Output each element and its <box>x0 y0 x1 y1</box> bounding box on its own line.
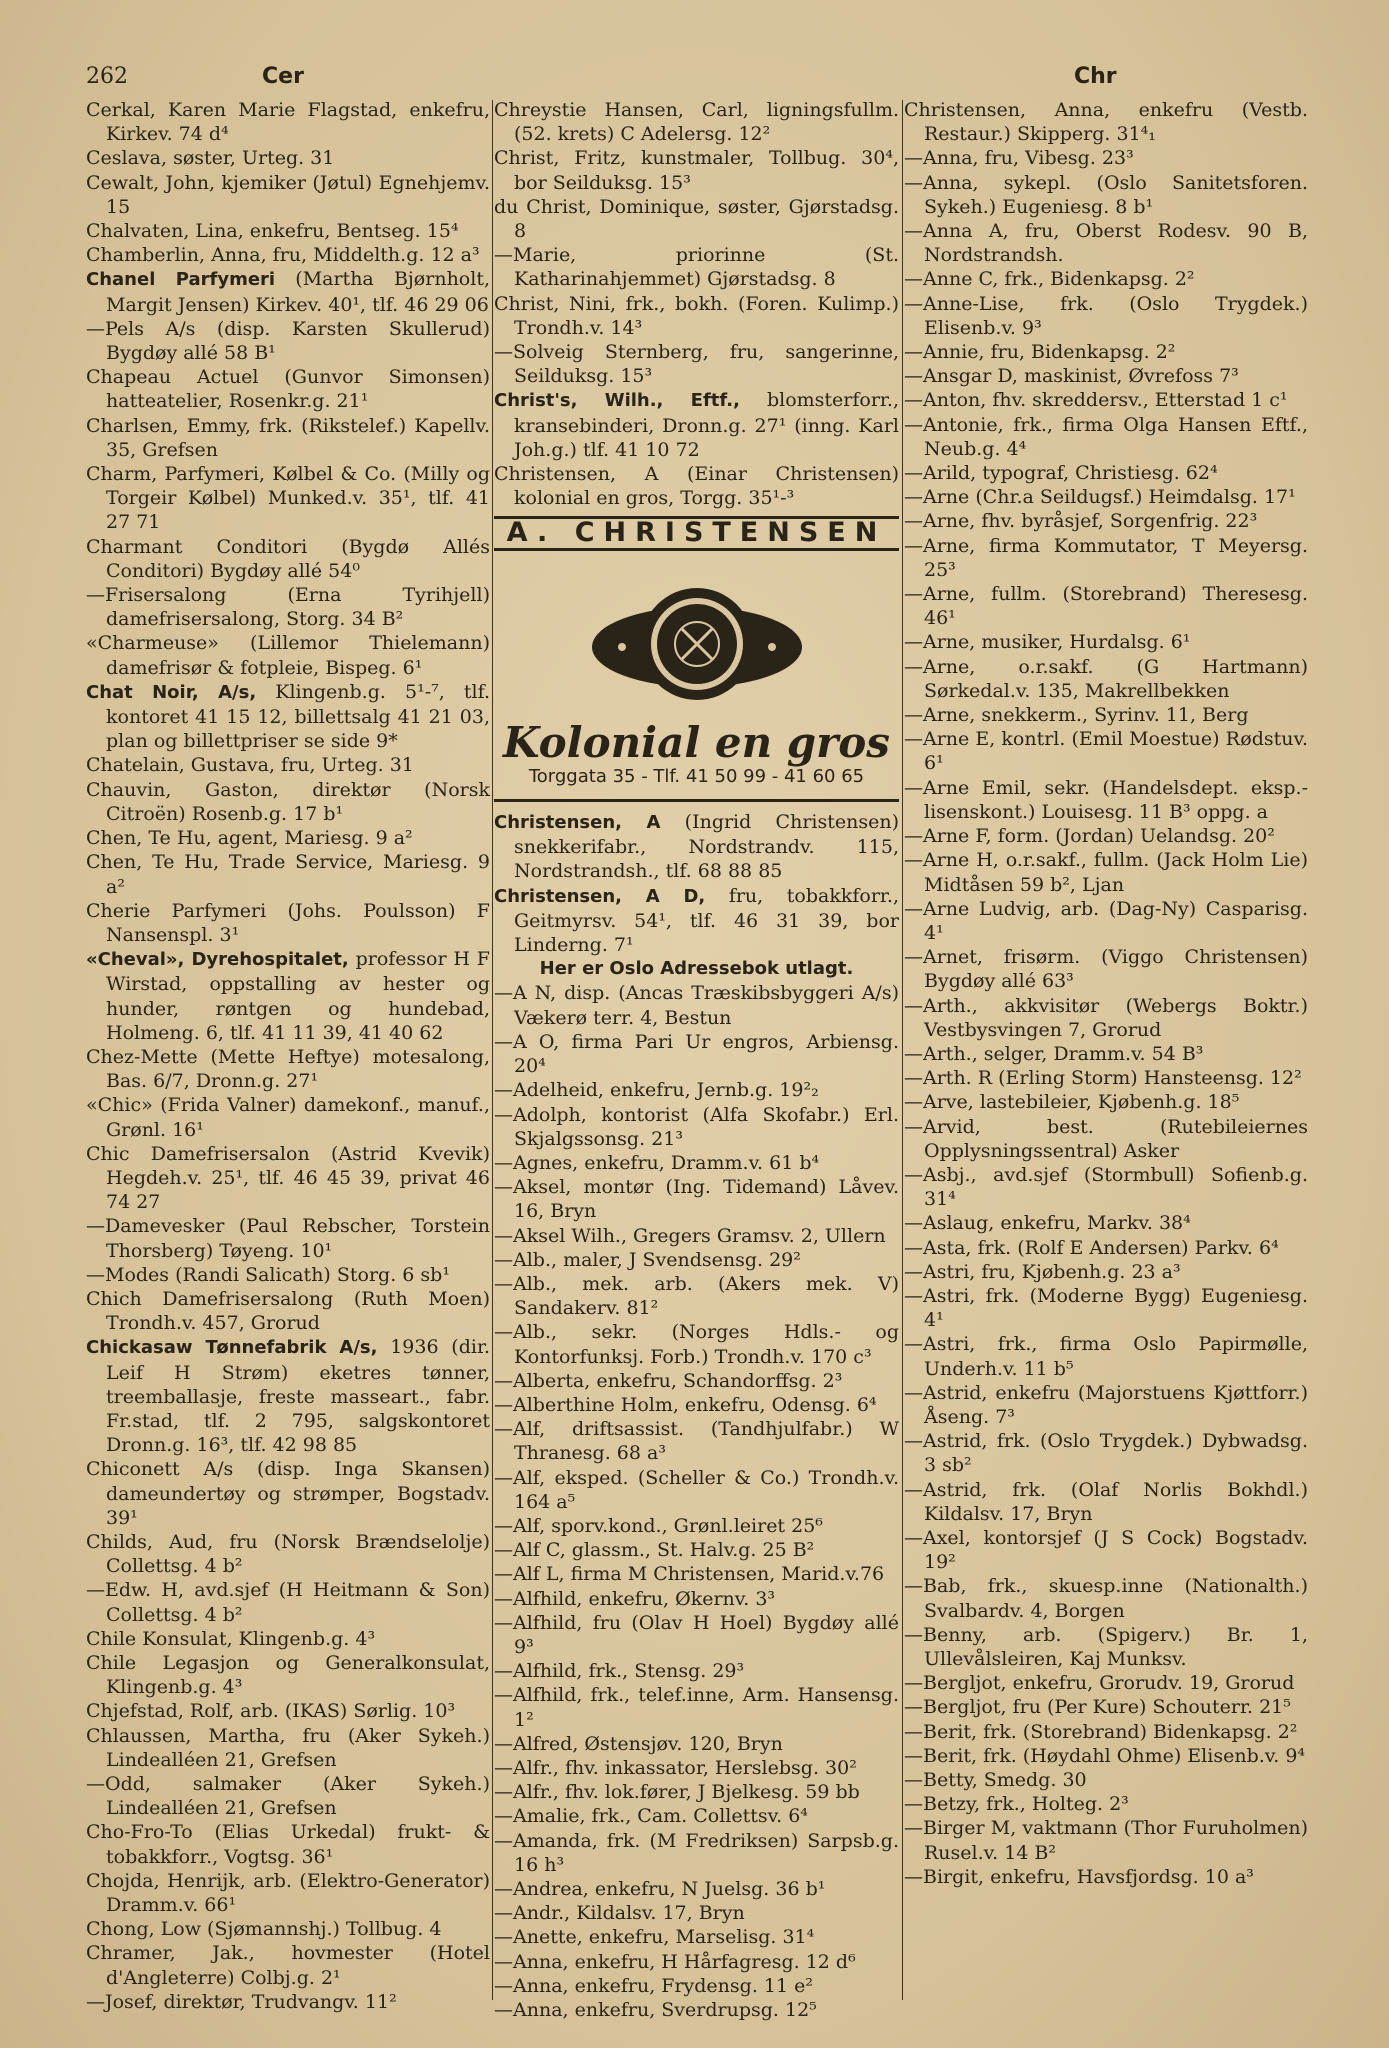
entry-text: —Arne H, o.r.sakf., fullm. (Jack Holm Lie) Midtåsen 59 b², Ljan <box>904 849 1308 896</box>
directory-entry <box>86 753 490 777</box>
entry-text: Chiconett A/s (disp. Inga Skansen) dameundertøy og strømper, Bogstadv. 39¹ <box>86 1458 490 1529</box>
directory-entry <box>86 1917 490 1941</box>
directory-entry <box>494 98 899 146</box>
directory-entry <box>494 1683 899 1731</box>
entry-text: —Arne, fullm. (Storebrand) Theresesg. 46¹ <box>904 583 1308 630</box>
entry-text: —Arnet, frisørm. (Viggo Christensen) Bygdøy allé 63³ <box>904 946 1308 993</box>
entry-text: —Arth., selger, Dramm.v. 54 B³ <box>904 1042 1204 1065</box>
directory-entry <box>904 703 1308 727</box>
directory-entry <box>494 1417 899 1465</box>
directory-entry <box>494 1466 899 1514</box>
directory-notice: Her er Oslo Adressebok utlagt. <box>539 958 854 980</box>
entry-text: —Alfr., fhv. lok.fører, J Bjelkesg. 59 bb <box>494 1781 860 1804</box>
directory-entry <box>86 1457 490 1530</box>
directory-entry <box>904 1042 1308 1066</box>
directory-entry <box>904 1090 1308 1114</box>
entry-text: —Alb., mek. arb. (Akers mek. V) Sandakerv. 81² <box>494 1272 899 1320</box>
entry-text: —Benny, arb. (Spigerv.) Br. 1, Ullevålsleiren, Kaj Munksv. <box>904 1623 1308 1670</box>
directory-entry <box>904 1429 1308 1477</box>
entry-text: professor H F Wirstad, oppstalling av hester og hunder, røntgen og hundebad, Holmeng. 6, tlf. 41 11 39, 41 40 62 <box>106 948 490 1044</box>
directory-entry <box>904 776 1308 824</box>
entry-text: fru, tobakkforr., Geitmyrsv. 54¹, tlf. 46 31 39, bor Linderng. 7¹ <box>514 884 899 957</box>
directory-entry <box>494 1514 899 1538</box>
entry-text: —Alfhild, frk., telef.inne, Arm. Hansensg. 1² <box>494 1684 899 1731</box>
entry-text: «Chic» (Frida Valner) damekonf., manuf., Grønl. 16¹ <box>86 1094 490 1141</box>
directory-entry <box>904 485 1308 509</box>
directory-entry <box>494 1877 899 1901</box>
directory-entry <box>86 1578 490 1626</box>
directory-entry <box>86 1045 490 1093</box>
entry-text: Cherie Parfymeri (Johs. Poulsson) F Nansenspl. 3¹ <box>86 899 490 946</box>
directory-entry <box>86 947 490 1045</box>
entry-text: Chramer, Jak., hovmester (Hotel d'Angleterre) Colbj.g. 2¹ <box>86 1942 490 1989</box>
entry-text: —Damevesker (Paul Rebscher, Torstein Thorsberg) Tøyeng. 10¹ <box>86 1215 490 1262</box>
page-number: 262 <box>86 64 128 89</box>
entry-text: Cho-Fro-To (Elias Urkedal) frukt- & tobakkforr., Vogtsg. 36¹ <box>86 1821 490 1868</box>
christensen-seal-emblem <box>582 569 812 719</box>
entry-text: —Astri, fru, Kjøbenh.g. 23 a³ <box>904 1260 1181 1283</box>
entry-text: —Bergljot, fru (Per Kure) Schouterr. 21⁵ <box>904 1696 1291 1719</box>
entry-text: —Arth., akkvisitør (Webergs Boktr.) Vestbysvingen 7, Grorud <box>904 994 1308 1041</box>
directory-entry <box>494 1393 899 1417</box>
entry-text: —Edw. H, avd.sjef (H Heitmann & Son) Collettsg. 4 b² <box>86 1579 490 1626</box>
entry-text: —Alfred, Østensjøv. 120, Bryn <box>494 1732 783 1755</box>
directory-entry <box>904 848 1308 896</box>
entry-text: Chen, Te Hu, agent, Mariesg. 9 a² <box>86 827 413 850</box>
entry-text: —Arne F, form. (Jordan) Uelandsg. 20² <box>904 825 1275 848</box>
entry-text: —Berit, frk. (Storebrand) Bidenkapsg. 2² <box>904 1720 1298 1743</box>
entry-text: Chjefstad, Rolf, arb. (IKAS) Sørlig. 10³ <box>86 1700 456 1723</box>
directory-entry <box>904 461 1308 485</box>
directory-entry <box>494 1950 899 1974</box>
entry-text: «Charmeuse» (Lillemor Thielemann) damefrisør & fotpleie, Bispeg. 6¹ <box>86 632 490 679</box>
directory-entry <box>86 219 490 243</box>
directory-entry <box>904 1671 1308 1695</box>
entry-text: Chile Legasjon og Generalkonsulat, Klingenb.g. 4³ <box>86 1652 490 1699</box>
directory-entry <box>494 1829 899 1877</box>
entry-text: blomsterforr., kransebinderi, Dronn.g. 27¹ (inng. Karl Joh.g.) tlf. 41 10 72 <box>514 389 899 461</box>
directory-entry <box>904 292 1308 340</box>
directory-entry <box>904 1236 1308 1260</box>
directory-entry <box>86 680 490 754</box>
entry-text: —Arve, lastebileier, Kjøbenh.g. 18⁵ <box>904 1091 1240 1114</box>
entry-text: 1936 (dir. Leif H Strøm) eketres tønner, treemballasje, freste masseart., fabr. Fr.stad, tlf. 2 795, salgskontoret Dronn.g. 16³, tlf. 42 98 85 <box>106 1336 490 1457</box>
directory-entry <box>86 1699 490 1723</box>
directory-entry <box>86 1651 490 1699</box>
ad-title: A. CHRISTENSEN <box>494 516 899 550</box>
entry-text: —Birgit, enkefru, Havsfjordsg. 10 a³ <box>904 1865 1254 1888</box>
directory-entry <box>494 1538 899 1562</box>
entry-bold-name: Christensen, A <box>494 812 661 834</box>
entry-text: —Arth. R (Erling Storm) Hansteensg. 12² <box>904 1067 1302 1090</box>
directory-entry <box>494 462 899 510</box>
directory-entry <box>86 850 490 898</box>
directory-entry <box>904 413 1308 461</box>
entry-text: Chic Damefrisersalon (Astrid Kvevik) Hegdeh.v. 25¹, tlf. 46 45 39, privat 46 74 27 <box>86 1142 490 1214</box>
entry-text: —Asbj., avd.sjef (Stormbull) Sofienb.g. 31⁴ <box>904 1163 1308 1211</box>
directory-entry <box>494 1659 899 1683</box>
directory-entry <box>904 219 1308 267</box>
entry-text: —Arne, snekkerm., Syrinv. 11, Berg <box>904 704 1249 727</box>
directory-entry <box>904 1284 1308 1332</box>
entry-text: —Adolph, kontorist (Alfa Skofabr.) Erl. Skjalgssonsg. 21³ <box>494 1103 899 1150</box>
left-guide-word: Cer <box>262 64 304 89</box>
entry-text: Cewalt, John, kjemiker (Jøtul) Egnehjemv. 15 <box>86 171 490 218</box>
directory-entry <box>904 534 1308 582</box>
directory-entry <box>904 509 1308 533</box>
entry-text: —Arne, musiker, Hurdalsg. 6¹ <box>904 631 1191 654</box>
entry-text: —Anna, sykepl. (Oslo Sanitetsforen. Sykeh.) Eugeniesg. 8 b¹ <box>904 171 1308 218</box>
entry-text: —Agnes, enkefru, Dramm.v. 61 b⁴ <box>494 1151 820 1174</box>
directory-entry <box>86 1772 490 1820</box>
directory-entry <box>494 1175 899 1223</box>
entry-text: —Josef, direktør, Trudvangv. 11² <box>86 1990 397 2013</box>
entry-text: —Anne C, frk., Bidenkapsg. 2² <box>904 268 1195 291</box>
entry-text: —Anette, enkefru, Marselisg. 31⁴ <box>494 1926 815 1949</box>
entry-text: —Alb., sekr. (Norges Hdls.- og Kontorfunksj. Forb.) Trondh.v. 170 c³ <box>494 1321 899 1368</box>
entry-text: —Bab, frk., skuesp.inne (Nationalth.) Svalbardv. 4, Borgen <box>904 1575 1308 1622</box>
column-divider <box>902 100 903 2000</box>
directory-entry <box>86 267 490 316</box>
directory-entry <box>494 1780 899 1804</box>
directory-entry <box>904 1115 1308 1163</box>
directory-entry <box>904 1478 1308 1526</box>
directory-entry <box>494 195 899 243</box>
entry-text: —Anton, fhv. skreddersv., Etterstad 1 c¹ <box>904 389 1288 412</box>
directory-entry <box>904 1792 1308 1816</box>
entry-text: —Berit, frk. (Høydahl Ohme) Elisenb.v. 9⁴ <box>904 1744 1306 1767</box>
entry-text: (Ingrid Christensen) snekkerifabr., Nordstrandv. 115, Nordstrandsh., tlf. 68 88 85 <box>514 811 899 883</box>
directory-entry <box>904 1744 1308 1768</box>
directory-entry <box>904 994 1308 1042</box>
entry-text: —Alb., maler, J Svendsensg. 29² <box>494 1248 801 1271</box>
entry-text: —Alfr., fhv. inkassator, Herslebsg. 30² <box>494 1756 857 1779</box>
directory-entry <box>86 462 490 535</box>
entry-text: —Birger M, vaktmann (Thor Furuholmen) Rusel.v. 14 B² <box>904 1817 1308 1864</box>
entry-text: —Astrid, frk. (Oslo Trygdek.) Dybwadsg. 3 sb² <box>904 1430 1308 1477</box>
entry-text: Chauvin, Gaston, direktør (Norsk Citroën) Rosenb.g. 17 b¹ <box>86 778 490 825</box>
directory-entry <box>494 243 899 291</box>
entry-text: —Aslaug, enkefru, Markv. 38⁴ <box>904 1212 1191 1235</box>
directory-entry <box>904 727 1308 775</box>
entry-text: Cerkal, Karen Marie Flagstad, enkefru, Kirkev. 74 d⁴ <box>86 99 490 146</box>
entry-bold-name: Chickasaw Tønnefabrik A/s, <box>86 1337 378 1359</box>
directory-entry <box>904 1066 1308 1090</box>
entry-bold-name: «Cheval», Dyrehospitalet, <box>86 949 349 971</box>
entry-text: Chalvaten, Lina, enkefru, Bentseg. 15⁴ <box>86 220 459 243</box>
entry-text: —Arne, o.r.sakf. (G Hartmann) Sørkedal.v. 135, Makrellbekken <box>904 655 1308 702</box>
entry-text: —Astrid, frk. (Olaf Norlis Bokhdl.) Kildalsv. 17, Bryn <box>904 1478 1308 1525</box>
entry-text: —Arvid, best. (Rutebileiernes Opplysningssentral) Asker <box>904 1115 1308 1162</box>
directory-entry <box>904 1574 1308 1622</box>
entry-text: —Alf, sporv.kond., Grønl.leiret 25⁶ <box>494 1514 823 1537</box>
ad-contact-line: Torggata 35 - Tlf. 41 50 99 - 41 60 65 <box>528 765 865 787</box>
entry-text: —Arne E, kontrl. (Emil Moestue) Rødstuv. 6¹ <box>904 728 1308 775</box>
ad-script-text: Kolonial en gros <box>503 717 890 767</box>
column-2 <box>494 98 899 2022</box>
entry-text: —Alf C, glassm., St. Halv.g. 25 B² <box>494 1539 815 1562</box>
entry-text: —Adelheid, enkefru, Jernb.g. 19²₂ <box>494 1079 819 1102</box>
christensen-advertisement <box>494 516 899 802</box>
directory-entry <box>494 1804 899 1828</box>
entry-text: —Aksel Wilh., Gregers Gramsv. 2, Ullern <box>494 1224 886 1247</box>
directory-entry <box>494 1587 899 1611</box>
directory-entry <box>86 631 490 679</box>
directory-entry <box>494 981 899 1029</box>
directory-entry <box>86 1990 490 2014</box>
directory-entry <box>904 945 1308 993</box>
directory-entry <box>86 1263 490 1287</box>
directory-entry <box>494 1248 899 1272</box>
directory-entry <box>86 1627 490 1651</box>
entry-text: —Alf, driftsassist. (Tandhjulfabr.) W Thranesg. 68 a³ <box>494 1418 899 1465</box>
directory-entry <box>494 1925 899 1949</box>
entry-text: —Astri, frk., firma Oslo Papirmølle, Underh.v. 11 b⁵ <box>904 1333 1308 1380</box>
entry-text: —Alberta, enkefru, Schandorffsg. 2³ <box>494 1369 843 1392</box>
directory-entry <box>494 292 899 340</box>
entry-text: (Martha Bjørnholt, Margit Jensen) Kirkev. 40¹, tlf. 46 29 06 <box>106 268 490 316</box>
entry-text: —Anna, enkefru, Frydensg. 11 e² <box>494 1974 813 1997</box>
entry-text: —Aksel, montør (Ing. Tidemand) Låvev. 16, Bryn <box>494 1176 899 1223</box>
column-3 <box>904 98 1308 1889</box>
entry-text: Chile Konsulat, Klingenb.g. 4³ <box>86 1627 376 1650</box>
entry-text: —Anna, fru, Vibesg. 23³ <box>904 147 1134 170</box>
entry-text: Charlsen, Emmy, frk. (Rikstelef.) Kapellv. 35, Grefsen <box>86 414 490 461</box>
directory-entry <box>86 365 490 413</box>
directory-entry <box>494 1224 899 1248</box>
column-1 <box>86 98 490 2014</box>
directory-entry <box>86 243 490 267</box>
directory-entry <box>904 1260 1308 1284</box>
directory-entry <box>86 899 490 947</box>
directory-entry <box>904 1211 1308 1235</box>
entry-text: —Alfhild, frk., Stensg. 29³ <box>494 1660 745 1683</box>
entry-text: Chlaussen, Martha, fru (Aker Sykeh.) Lindealléen 21, Grefsen <box>86 1724 490 1771</box>
entry-text: —Alf, eksped. (Scheller & Co.) Trondh.v. 164 a⁵ <box>494 1466 899 1513</box>
directory-entry <box>904 388 1308 412</box>
entry-text: Klingenb.g. 5¹-⁷, tlf. kontoret 41 15 12, billettsalg 41 21 03, plan og billettpriser se side 9* <box>106 680 490 753</box>
directory-entry <box>86 1335 490 1457</box>
directory-entry <box>904 364 1308 388</box>
directory-entry <box>86 1530 490 1578</box>
ad-bottom-rule <box>494 799 899 802</box>
entry-text: Christensen, A (Einar Christensen) kolonial en gros, Torgg. 35¹-³ <box>494 463 899 510</box>
entry-text: —Andrea, enkefru, N Juelsg. 36 b¹ <box>494 1878 826 1900</box>
entry-text: —Arne, firma Kommutator, T Meyersg. 25³ <box>904 534 1308 581</box>
directory-entry <box>904 171 1308 219</box>
directory-entry <box>904 340 1308 364</box>
right-guide-word: Chr <box>1074 64 1117 89</box>
entry-text: —Alberthine Holm, enkefru, Odensg. 6⁴ <box>494 1393 877 1416</box>
entry-text: —Anna, enkefru, H Hårfagresg. 12 d⁶ <box>494 1950 856 1973</box>
directory-entry <box>904 655 1308 703</box>
entry-text: Chatelain, Gustava, fru, Urteg. 31 <box>86 754 414 777</box>
entry-text: Chong, Low (Sjømannshj.) Tollbug. 4 <box>86 1918 442 1941</box>
directory-entry <box>904 1768 1308 1792</box>
directory-entry <box>904 582 1308 630</box>
directory-entry <box>494 1030 899 1078</box>
entry-text: Childs, Aud, fru (Norsk Brændselolje) Collettsg. 4 b² <box>86 1530 490 1578</box>
directory-entry <box>86 1820 490 1868</box>
directory-entry <box>904 1332 1308 1380</box>
page-header <box>0 64 1389 98</box>
entry-text: —A O, firma Pari Ur engros, Arbiensg. 20⁴ <box>494 1030 899 1078</box>
entry-text: —Arne (Chr.a Seildugsf.) Heimdalsg. 17¹ <box>904 486 1296 509</box>
entry-text: —Ansgar D, maskinist, Øvrefoss 7³ <box>904 365 1239 388</box>
directory-entry <box>904 1816 1308 1864</box>
entry-text: —A N, disp. (Ancas Træskibsbyggeri A/s) Vækerø terr. 4, Bestun <box>494 982 899 1029</box>
column-divider <box>492 100 493 2000</box>
directory-entry <box>86 778 490 826</box>
directory-entry <box>494 340 899 388</box>
entry-bold-name: Chanel Parfymeri <box>86 269 276 291</box>
directory-entry <box>904 1623 1308 1671</box>
entry-text: —Betty, Smedg. 30 <box>904 1769 1087 1792</box>
directory-entry <box>86 171 490 219</box>
directory-entry <box>494 1151 899 1175</box>
directory-entry <box>494 1369 899 1393</box>
directory-entry <box>494 146 899 194</box>
entry-text: Christensen, Anna, enkefru (Vestb. Restaur.) Skipperg. 31⁴₁ <box>904 99 1308 146</box>
directory-entry <box>86 317 490 365</box>
entry-text: —Pels A/s (disp. Karsten Skullerud) Bygdøy allé 58 B¹ <box>86 317 490 365</box>
directory-entry <box>904 1720 1308 1744</box>
directory-entry <box>86 1093 490 1141</box>
entry-bold-name: Christensen, A D, <box>494 885 706 907</box>
entry-text: Chich Damefrisersalong (Ruth Moen) Trondh.v. 457, Grorud <box>86 1287 490 1335</box>
directory-entry <box>494 1732 899 1756</box>
entry-text: Chamberlin, Anna, fru, Middelth.g. 12 a³ <box>86 244 480 267</box>
entry-text: —Arild, typograf, Christiesg. 62⁴ <box>904 462 1218 485</box>
directory-entry <box>86 1287 490 1335</box>
directory-entry <box>494 810 899 884</box>
entry-text: Charmant Conditori (Bygdø Allés Conditori) Bygdøy allé 54⁰ <box>86 535 490 582</box>
entry-text: —Axel, kontorsjef (J S Cock) Bogstadv. 19² <box>904 1526 1308 1574</box>
directory-entry <box>904 1865 1308 1889</box>
entry-text: —Asta, frk. (Rolf E Andersen) Parkv. 6⁴ <box>904 1236 1279 1259</box>
entry-text: Christ, Nini, frk., bokh. (Foren. Kulimp.) Trondh.v. 14³ <box>494 292 899 339</box>
directory-entry <box>904 824 1308 848</box>
entry-text: Christ, Fritz, kunstmaler, Tollbug. 30⁴, bor Seilduksg. 15³ <box>494 147 899 194</box>
entry-text: —Amanda, frk. (M Fredriksen) Sarpsb.g. 16 h³ <box>494 1829 899 1876</box>
directory-entry <box>86 146 490 170</box>
directory-entry <box>904 98 1308 146</box>
entry-text: Chapeau Actuel (Gunvor Simonsen) hatteatelier, Rosenkr.g. 21¹ <box>86 366 490 413</box>
entry-bold-name: Chat Noir, A/s, <box>86 681 257 703</box>
directory-entry <box>494 1974 899 1998</box>
directory-entry <box>904 1163 1308 1211</box>
directory-entry <box>904 1381 1308 1429</box>
entry-text: —Alf L, firma M Christensen, Marid.v.76 <box>494 1563 885 1586</box>
entry-text: —Frisersalong (Erna Tyrihjell) damefrisersalong, Storg. 34 B² <box>86 584 490 631</box>
entry-text: Chez-Mette (Mette Heftye) motesalong, Bas. 6/7, Dronn.g. 27¹ <box>86 1045 490 1093</box>
entry-text: —Alfhild, enkefru, Økernv. 3³ <box>494 1587 776 1610</box>
entry-text: —Astrid, enkefru (Majorstuens Kjøttforr.) Åseng. 7³ <box>904 1381 1308 1428</box>
entry-text: Chreystie Hansen, Carl, ligningsfullm. (52. krets) C Adelersg. 12² <box>494 99 899 146</box>
directory-entry <box>86 1869 490 1917</box>
directory-entry <box>86 583 490 631</box>
directory-entry <box>904 267 1308 291</box>
entry-text: du Christ, Dominique, søster, Gjørstadsg. 8 <box>494 195 899 243</box>
directory-entry <box>904 146 1308 170</box>
entry-text: —Bergljot, enkefru, Grorudv. 19, Grorud <box>904 1672 1295 1695</box>
entry-text: —Arne Ludvig, arb. (Dag-Ny) Casparisg. 4¹ <box>904 897 1308 944</box>
entry-text: —Amalie, frk., Cam. Collettsv. 6⁴ <box>494 1805 808 1828</box>
entry-text: —Annie, fru, Bidenkapsg. 2² <box>904 341 1176 364</box>
entry-text: —Anna A, fru, Oberst Rodesv. 90 B, Nordstrandsh. <box>904 220 1308 267</box>
entry-text: Charm, Parfymeri, Kølbel & Co. (Milly og Torgeir Kølbel) Munked.v. 35¹, tlf. 41 27 71 <box>86 463 490 534</box>
entry-text: —Anna, enkefru, Sverdrupsg. 12⁵ <box>494 1999 817 2022</box>
directory-entry <box>494 1272 899 1320</box>
entry-text: —Odd, salmaker (Aker Sykeh.) Lindealléen 21, Grefsen <box>86 1773 490 1820</box>
entry-text: Chojda, Henrijk, arb. (Elektro-Generator) Dramm.v. 66¹ <box>86 1869 490 1917</box>
directory-entry <box>494 1998 899 2022</box>
entry-text: —Alfhild, fru (Olav H Hoel) Bygdøy allé 9³ <box>494 1611 899 1658</box>
directory-entry <box>494 388 899 462</box>
directory-entry <box>86 535 490 583</box>
entry-text: —Antonie, frk., firma Olga Hansen Eftf., Neub.g. 4⁴ <box>904 413 1308 460</box>
entry-text: —Anne-Lise, frk. (Oslo Trygdek.) Elisenb.v. 9³ <box>904 292 1308 339</box>
directory-entry <box>494 1611 899 1659</box>
entry-text: —Betzy, frk., Holteg. 2³ <box>904 1793 1129 1816</box>
entry-text: —Modes (Randi Salicath) Storg. 6 sb¹ <box>86 1263 450 1286</box>
directory-entry <box>86 1941 490 1989</box>
directory-entry <box>86 1214 490 1262</box>
directory-entry <box>494 1320 899 1368</box>
directory-entry <box>86 1724 490 1772</box>
directory-entry <box>86 98 490 146</box>
entry-text: —Astri, frk. (Moderne Bygg) Eugeniesg. 4¹ <box>904 1284 1308 1332</box>
entry-text: —Arne Emil, sekr. (Handelsdept. eksp.-lisenskont.) Louisesg. 11 B³ oppg. a <box>904 776 1308 823</box>
directory-entry <box>904 1695 1308 1719</box>
entry-text: —Andr., Kildalsv. 17, Bryn <box>494 1902 745 1925</box>
directory-entry <box>494 1103 899 1151</box>
directory-entry <box>494 1078 899 1102</box>
directory-entry <box>904 897 1308 945</box>
entry-text: —Marie, priorinne (St. Katharinahjemmet) Gjørstadsg. 8 <box>494 244 899 291</box>
entry-text: —Arne, fhv. byråsjef, Sorgenfrig. 22³ <box>904 510 1258 533</box>
directory-entry <box>86 826 490 850</box>
entry-bold-name: Christ's, Wilh., Eftf., <box>494 390 740 412</box>
directory-entry <box>494 1756 899 1780</box>
entry-text: —Solveig Sternberg, fru, sangerinne, Seilduksg. 15³ <box>494 341 899 388</box>
directory-entry <box>904 630 1308 654</box>
entry-text: Chen, Te Hu, Trade Service, Mariesg. 9 a² <box>86 851 490 898</box>
directory-entry <box>494 1901 899 1925</box>
entry-text: Ceslava, søster, Urteg. 31 <box>86 147 335 170</box>
directory-entry <box>86 414 490 462</box>
directory-entry <box>904 1526 1308 1574</box>
directory-entry <box>494 1562 899 1586</box>
directory-entry <box>494 884 899 958</box>
directory-entry <box>86 1142 490 1215</box>
